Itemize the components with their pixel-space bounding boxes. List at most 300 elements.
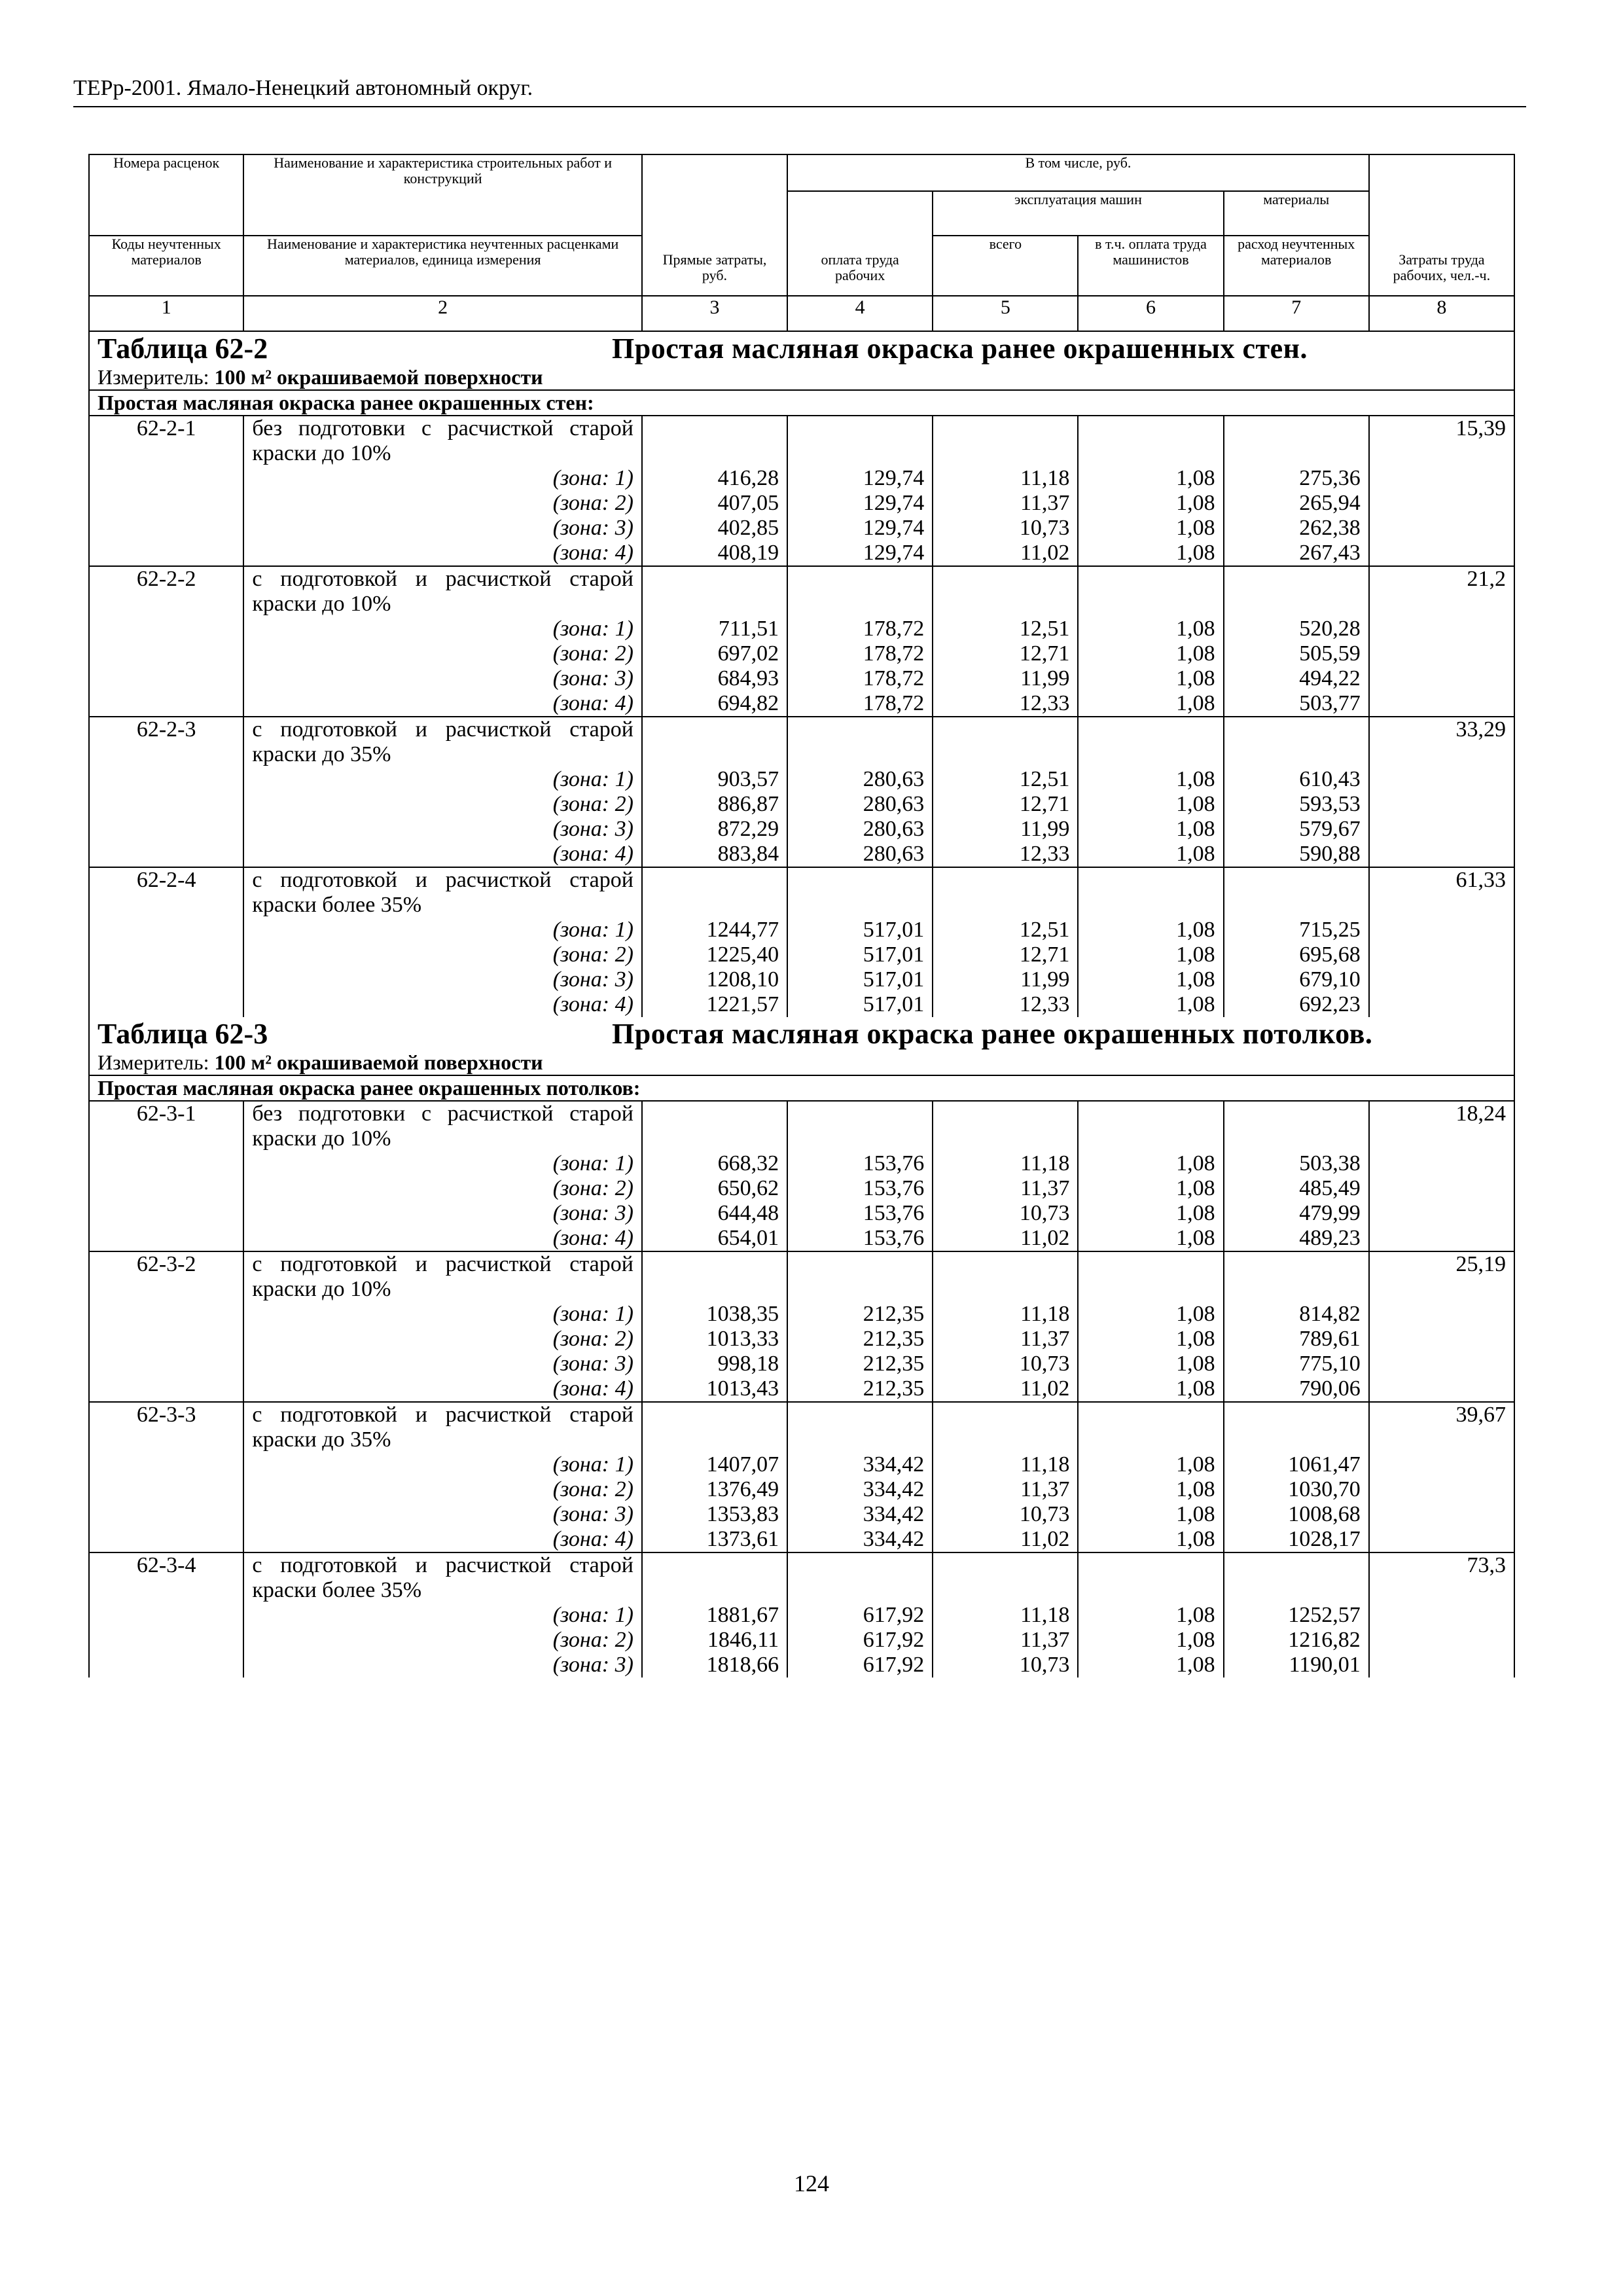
wage-cost: 153,76 xyxy=(787,1176,933,1201)
materials-cost: 494,22 xyxy=(1224,666,1369,691)
wage-cost: 178,72 xyxy=(787,666,933,691)
empty-cell xyxy=(1369,1653,1514,1677)
rate-description: с подготовкой и расчисткой старой краски до 10% xyxy=(243,566,642,617)
wage-cost: 178,72 xyxy=(787,617,933,641)
empty-cell xyxy=(1369,842,1514,867)
empty-cell xyxy=(1369,666,1514,691)
direct-cost: 416,28 xyxy=(642,466,787,491)
col1-bottom-header: Коды неучтенных материалов xyxy=(89,236,243,296)
machinist-wage: 1,08 xyxy=(1078,817,1223,842)
wage-cost: 334,42 xyxy=(787,1477,933,1502)
rate-code: 62-2-1 xyxy=(89,416,243,466)
empty-cell xyxy=(1369,1151,1514,1176)
zone-row xyxy=(89,516,1514,541)
machinist-wage: 1,08 xyxy=(1078,466,1223,491)
empty-cell xyxy=(1369,1452,1514,1477)
page-number: 124 xyxy=(794,2170,829,2197)
zone-row xyxy=(89,1527,1514,1552)
wage-cost: 334,42 xyxy=(787,1502,933,1527)
empty-cell xyxy=(1369,1327,1514,1352)
section-title-row xyxy=(89,331,1514,365)
empty-cell xyxy=(933,1552,1078,1603)
direct-cost: 1818,66 xyxy=(642,1653,787,1677)
measure-row xyxy=(89,365,1514,390)
table-number: Таблица 62-2 xyxy=(98,332,268,365)
direct-cost: 1225,40 xyxy=(642,942,787,967)
unaccounted-materials-header: расход неучтенных материалов xyxy=(1224,236,1369,296)
wage-cost: 129,74 xyxy=(787,491,933,516)
materials-cost: 610,43 xyxy=(1224,767,1369,792)
empty-cell xyxy=(642,717,787,767)
empty-cell xyxy=(1369,541,1514,566)
direct-cost: 1038,35 xyxy=(642,1302,787,1327)
materials-cost: 790,06 xyxy=(1224,1376,1369,1402)
rate-code: 62-3-3 xyxy=(89,1402,243,1452)
zone-row xyxy=(89,466,1514,491)
wage-cost: 280,63 xyxy=(787,842,933,867)
machinist-wage: 1,08 xyxy=(1078,1176,1223,1201)
rate-description: с подготовкой и расчисткой старой краски до 35% xyxy=(243,717,642,767)
empty-cell xyxy=(933,416,1078,466)
machines-cost: 11,02 xyxy=(933,541,1078,566)
section-title-cell xyxy=(89,331,1514,365)
machines-cost: 10,73 xyxy=(933,1201,1078,1226)
empty-cell xyxy=(1224,867,1369,918)
machines-cost: 11,18 xyxy=(933,1603,1078,1628)
col2-bottom-header: Наименование и характеристика неучтенных расценками материалов, единица измерения xyxy=(243,236,642,296)
rate-code: 62-3-4 xyxy=(89,1552,243,1603)
empty-cell xyxy=(787,1251,933,1302)
zone-row xyxy=(89,1226,1514,1251)
zone-label: (зона: 1) xyxy=(243,617,642,641)
subsection-row xyxy=(89,1075,1514,1101)
empty-cell xyxy=(89,967,243,992)
materials-cost: 814,82 xyxy=(1224,1302,1369,1327)
zone-row xyxy=(89,1352,1514,1376)
direct-cost: 1221,57 xyxy=(642,992,787,1017)
materials-cost: 692,23 xyxy=(1224,992,1369,1017)
materials-cost: 1061,47 xyxy=(1224,1452,1369,1477)
empty-cell xyxy=(933,867,1078,918)
direct-cost: 644,48 xyxy=(642,1201,787,1226)
wage-cost: 280,63 xyxy=(787,792,933,817)
empty-cell xyxy=(642,867,787,918)
materials-cost: 485,49 xyxy=(1224,1176,1369,1201)
machinist-wage: 1,08 xyxy=(1078,1376,1223,1402)
zone-label: (зона: 1) xyxy=(243,1452,642,1477)
materials-cost: 593,53 xyxy=(1224,792,1369,817)
rate-description: без подготовки с расчисткой старой краски до 10% xyxy=(243,416,642,466)
column-number: 5 xyxy=(933,296,1078,331)
materials-cost: 789,61 xyxy=(1224,1327,1369,1352)
machines-cost: 12,71 xyxy=(933,641,1078,666)
empty-cell xyxy=(642,566,787,617)
materials-cost: 489,23 xyxy=(1224,1226,1369,1251)
empty-cell xyxy=(1369,1201,1514,1226)
column-number: 7 xyxy=(1224,296,1369,331)
zone-label: (зона: 4) xyxy=(243,992,642,1017)
empty-cell xyxy=(89,1176,243,1201)
machines-cost: 12,33 xyxy=(933,691,1078,717)
rate-description: с подготовкой и расчисткой старой краски до 35% xyxy=(243,1402,642,1452)
empty-cell xyxy=(1078,867,1223,918)
materials-cost: 503,38 xyxy=(1224,1151,1369,1176)
empty-cell xyxy=(1369,1302,1514,1327)
header-rule xyxy=(73,106,1526,107)
machines-cost: 12,71 xyxy=(933,792,1078,817)
materials-cost: 479,99 xyxy=(1224,1201,1369,1226)
direct-cost: 1881,67 xyxy=(642,1603,787,1628)
zone-row xyxy=(89,792,1514,817)
empty-cell xyxy=(1078,1552,1223,1603)
wage-cost: 129,74 xyxy=(787,541,933,566)
empty-cell xyxy=(1369,1226,1514,1251)
materials-cost: 679,10 xyxy=(1224,967,1369,992)
empty-cell xyxy=(933,566,1078,617)
zone-row xyxy=(89,691,1514,717)
zone-label: (зона: 1) xyxy=(243,767,642,792)
materials-cost: 267,43 xyxy=(1224,541,1369,566)
wage-cost: 334,42 xyxy=(787,1527,933,1552)
labor-costs-header: Затраты труда рабочих, чел.-ч. xyxy=(1369,154,1514,296)
machinist-wage: 1,08 xyxy=(1078,1327,1223,1352)
measure-value: 100 м² окрашиваемой поверхности xyxy=(214,365,543,389)
zone-label: (зона: 2) xyxy=(243,1176,642,1201)
zone-label: (зона: 1) xyxy=(243,1302,642,1327)
machines-cost: 10,73 xyxy=(933,1502,1078,1527)
zone-label: (зона: 4) xyxy=(243,541,642,566)
zone-label: (зона: 2) xyxy=(243,491,642,516)
materials-header: материалы xyxy=(1224,191,1369,236)
direct-cost: 1244,77 xyxy=(642,918,787,942)
measure-label: Измеритель: xyxy=(98,1050,209,1074)
empty-cell xyxy=(89,491,243,516)
machines-cost: 11,02 xyxy=(933,1527,1078,1552)
rate-description: с подготовкой и расчисткой старой краски до 10% xyxy=(243,1251,642,1302)
machines-header: эксплуатация машин xyxy=(933,191,1223,236)
including-header: В том числе, руб. xyxy=(787,154,1369,191)
empty-cell xyxy=(1224,1101,1369,1151)
machines-cost: 11,18 xyxy=(933,466,1078,491)
zone-label: (зона: 4) xyxy=(243,842,642,867)
direct-cost: 883,84 xyxy=(642,842,787,867)
zone-row xyxy=(89,842,1514,867)
wage-cost: 153,76 xyxy=(787,1226,933,1251)
materials-cost: 1030,70 xyxy=(1224,1477,1369,1502)
machines-cost: 11,37 xyxy=(933,1327,1078,1352)
empty-cell xyxy=(89,992,243,1017)
zone-label: (зона: 3) xyxy=(243,666,642,691)
rate-code: 62-2-3 xyxy=(89,717,243,767)
empty-cell xyxy=(1369,967,1514,992)
empty-cell xyxy=(1224,416,1369,466)
zone-label: (зона: 2) xyxy=(243,942,642,967)
materials-cost: 520,28 xyxy=(1224,617,1369,641)
zone-row xyxy=(89,1302,1514,1327)
machinist-wage: 1,08 xyxy=(1078,1502,1223,1527)
rate-item-row xyxy=(89,1101,1514,1151)
rate-description: без подготовки с расчисткой старой краски до 10% xyxy=(243,1101,642,1151)
wage-cost: 617,92 xyxy=(787,1628,933,1653)
column-number: 4 xyxy=(787,296,933,331)
empty-cell xyxy=(89,466,243,491)
wage-cost: 212,35 xyxy=(787,1327,933,1352)
empty-cell xyxy=(642,1552,787,1603)
empty-cell xyxy=(787,1101,933,1151)
labor-cost: 25,19 xyxy=(1369,1251,1514,1302)
materials-cost: 695,68 xyxy=(1224,942,1369,967)
zone-row xyxy=(89,817,1514,842)
machinist-wage: 1,08 xyxy=(1078,1151,1223,1176)
direct-cost: 402,85 xyxy=(642,516,787,541)
rate-item-row xyxy=(89,717,1514,767)
zone-row xyxy=(89,918,1514,942)
direct-cost: 654,01 xyxy=(642,1226,787,1251)
empty-cell xyxy=(787,867,933,918)
wage-cost: 617,92 xyxy=(787,1603,933,1628)
zone-row xyxy=(89,1502,1514,1527)
empty-cell xyxy=(89,691,243,717)
empty-cell xyxy=(89,1477,243,1502)
machines-cost: 11,02 xyxy=(933,1226,1078,1251)
zone-label: (зона: 2) xyxy=(243,1327,642,1352)
labor-cost: 73,3 xyxy=(1369,1552,1514,1603)
empty-cell xyxy=(89,767,243,792)
section-title-cell xyxy=(89,1017,1514,1050)
zone-label: (зона: 3) xyxy=(243,1352,642,1376)
zone-label: (зона: 3) xyxy=(243,1653,642,1677)
empty-cell xyxy=(89,1653,243,1677)
machinist-wage: 1,08 xyxy=(1078,967,1223,992)
empty-cell xyxy=(1224,1552,1369,1603)
empty-cell xyxy=(1078,1101,1223,1151)
machines-cost: 11,37 xyxy=(933,1628,1078,1653)
subsection-title: Простая масляная окраска ранее окрашенных потолков: xyxy=(89,1075,1514,1101)
rate-code: 62-2-4 xyxy=(89,867,243,918)
direct-cost: 1846,11 xyxy=(642,1628,787,1653)
machinist-wage: 1,08 xyxy=(1078,792,1223,817)
machinist-wage: 1,08 xyxy=(1078,691,1223,717)
zone-label: (зона: 4) xyxy=(243,1226,642,1251)
machines-cost: 12,51 xyxy=(933,918,1078,942)
empty-cell xyxy=(89,792,243,817)
materials-cost: 1252,57 xyxy=(1224,1603,1369,1628)
direct-cost: 711,51 xyxy=(642,617,787,641)
rate-code: 62-2-2 xyxy=(89,566,243,617)
empty-cell xyxy=(1224,566,1369,617)
machines-cost: 10,73 xyxy=(933,1653,1078,1677)
direct-cost: 408,19 xyxy=(642,541,787,566)
wage-cost: 178,72 xyxy=(787,691,933,717)
table-title: Простая масляная окраска ранее окрашенных стен. xyxy=(612,332,1308,365)
direct-cost: 872,29 xyxy=(642,817,787,842)
empty-cell xyxy=(933,1402,1078,1452)
machines-cost: 10,73 xyxy=(933,516,1078,541)
machines-cost: 12,51 xyxy=(933,767,1078,792)
empty-cell xyxy=(1224,717,1369,767)
measure-row xyxy=(89,1050,1514,1075)
zone-label: (зона: 4) xyxy=(243,1376,642,1402)
empty-cell xyxy=(89,842,243,867)
labor-cost: 39,67 xyxy=(1369,1402,1514,1452)
empty-cell xyxy=(642,1101,787,1151)
direct-cost: 1208,10 xyxy=(642,967,787,992)
empty-cell xyxy=(933,1251,1078,1302)
empty-cell xyxy=(89,1502,243,1527)
machinist-wage: 1,08 xyxy=(1078,1477,1223,1502)
rate-item-row xyxy=(89,1552,1514,1603)
materials-cost: 1008,68 xyxy=(1224,1502,1369,1527)
zone-row xyxy=(89,967,1514,992)
machinist-wage: 1,08 xyxy=(1078,992,1223,1017)
section-title-row xyxy=(89,1017,1514,1050)
machinist-wage: 1,08 xyxy=(1078,1352,1223,1376)
wage-cost: 280,63 xyxy=(787,817,933,842)
empty-cell xyxy=(1369,1376,1514,1402)
zone-row xyxy=(89,1151,1514,1176)
wage-cost: 153,76 xyxy=(787,1201,933,1226)
empty-cell xyxy=(1369,1628,1514,1653)
machines-cost: 11,18 xyxy=(933,1452,1078,1477)
machinist-wage: 1,08 xyxy=(1078,1527,1223,1552)
wage-cost: 280,63 xyxy=(787,767,933,792)
direct-cost: 1013,33 xyxy=(642,1327,787,1352)
wage-cost: 517,01 xyxy=(787,942,933,967)
machinist-wage: 1,08 xyxy=(1078,666,1223,691)
direct-cost: 694,82 xyxy=(642,691,787,717)
zone-row xyxy=(89,1176,1514,1201)
machines-cost: 11,18 xyxy=(933,1151,1078,1176)
empty-cell xyxy=(1369,1477,1514,1502)
direct-cost: 684,93 xyxy=(642,666,787,691)
empty-cell xyxy=(787,416,933,466)
empty-cell xyxy=(1369,942,1514,967)
zone-label: (зона: 2) xyxy=(243,792,642,817)
wage-cost: 617,92 xyxy=(787,1653,933,1677)
empty-cell xyxy=(787,1552,933,1603)
machines-cost: 12,71 xyxy=(933,942,1078,967)
direct-cost: 1373,61 xyxy=(642,1527,787,1552)
machines-cost: 11,99 xyxy=(933,817,1078,842)
empty-cell xyxy=(89,1376,243,1402)
empty-cell xyxy=(1369,792,1514,817)
zone-row xyxy=(89,617,1514,641)
machines-cost: 11,37 xyxy=(933,1176,1078,1201)
rate-item-row xyxy=(89,867,1514,918)
column-number: 6 xyxy=(1078,296,1223,331)
rate-code: 62-3-2 xyxy=(89,1251,243,1302)
zone-row xyxy=(89,767,1514,792)
rate-item-row xyxy=(89,1402,1514,1452)
zone-row xyxy=(89,992,1514,1017)
machines-cost: 11,37 xyxy=(933,1477,1078,1502)
zone-label: (зона: 1) xyxy=(243,918,642,942)
machinist-wage: 1,08 xyxy=(1078,541,1223,566)
zone-label: (зона: 1) xyxy=(243,1151,642,1176)
wage-cost: 517,01 xyxy=(787,992,933,1017)
labor-cost: 15,39 xyxy=(1369,416,1514,466)
rate-description: с подготовкой и расчисткой старой краски более 35% xyxy=(243,867,642,918)
empty-cell xyxy=(89,1603,243,1628)
empty-cell xyxy=(89,617,243,641)
zone-label: (зона: 4) xyxy=(243,691,642,717)
machines-cost: 10,73 xyxy=(933,1352,1078,1376)
empty-cell xyxy=(1369,1352,1514,1376)
direct-cost: 886,87 xyxy=(642,792,787,817)
machinist-wage: 1,08 xyxy=(1078,516,1223,541)
zone-row xyxy=(89,666,1514,691)
wage-cost: 129,74 xyxy=(787,466,933,491)
empty-cell xyxy=(787,566,933,617)
wage-header: оплата труда рабочих xyxy=(787,191,933,296)
materials-cost: 265,94 xyxy=(1224,491,1369,516)
machinist-wage: 1,08 xyxy=(1078,918,1223,942)
empty-cell xyxy=(89,942,243,967)
machinist-wage: 1,08 xyxy=(1078,617,1223,641)
zone-row xyxy=(89,641,1514,666)
machinist-wage: 1,08 xyxy=(1078,1201,1223,1226)
empty-cell xyxy=(89,541,243,566)
empty-cell xyxy=(89,1151,243,1176)
empty-cell xyxy=(1369,491,1514,516)
column-number: 1 xyxy=(89,296,243,331)
column-number: 2 xyxy=(243,296,642,331)
zone-row xyxy=(89,541,1514,566)
machinist-wage: 1,08 xyxy=(1078,1452,1223,1477)
machinist-wage: 1,08 xyxy=(1078,641,1223,666)
rates-table xyxy=(88,154,1515,1677)
empty-cell xyxy=(1369,1176,1514,1201)
machines-cost: 11,18 xyxy=(933,1302,1078,1327)
empty-cell xyxy=(1369,466,1514,491)
table-body xyxy=(89,331,1514,1677)
empty-cell xyxy=(1369,1603,1514,1628)
materials-cost: 1190,01 xyxy=(1224,1653,1369,1677)
zone-row xyxy=(89,942,1514,967)
zone-label: (зона: 3) xyxy=(243,1502,642,1527)
machines-cost: 12,33 xyxy=(933,842,1078,867)
zone-label: (зона: 2) xyxy=(243,1477,642,1502)
machinist-wage: 1,08 xyxy=(1078,491,1223,516)
empty-cell xyxy=(1078,1251,1223,1302)
zone-row xyxy=(89,1653,1514,1677)
direct-cost: 407,05 xyxy=(642,491,787,516)
machinist-wage: 1,08 xyxy=(1078,1628,1223,1653)
wage-cost: 517,01 xyxy=(787,918,933,942)
empty-cell xyxy=(642,1251,787,1302)
table-head xyxy=(89,154,1514,331)
empty-cell xyxy=(89,516,243,541)
machinist-wage: 1,08 xyxy=(1078,1653,1223,1677)
empty-cell xyxy=(89,641,243,666)
zone-row xyxy=(89,1327,1514,1352)
materials-cost: 715,25 xyxy=(1224,918,1369,942)
materials-cost: 505,59 xyxy=(1224,641,1369,666)
zone-label: (зона: 4) xyxy=(243,1527,642,1552)
machinist-wage: 1,08 xyxy=(1078,1226,1223,1251)
direct-cost: 998,18 xyxy=(642,1352,787,1376)
materials-cost: 1028,17 xyxy=(1224,1527,1369,1552)
zone-row xyxy=(89,1201,1514,1226)
rate-item-row xyxy=(89,1251,1514,1302)
measure-label: Измеритель: xyxy=(98,365,209,389)
col1-top-header: Номера расценок xyxy=(89,154,243,236)
rate-code: 62-3-1 xyxy=(89,1101,243,1151)
direct-cost: 1376,49 xyxy=(642,1477,787,1502)
rate-description: с подготовкой и расчисткой старой краски более 35% xyxy=(243,1552,642,1603)
empty-cell xyxy=(89,1527,243,1552)
zone-label: (зона: 1) xyxy=(243,466,642,491)
